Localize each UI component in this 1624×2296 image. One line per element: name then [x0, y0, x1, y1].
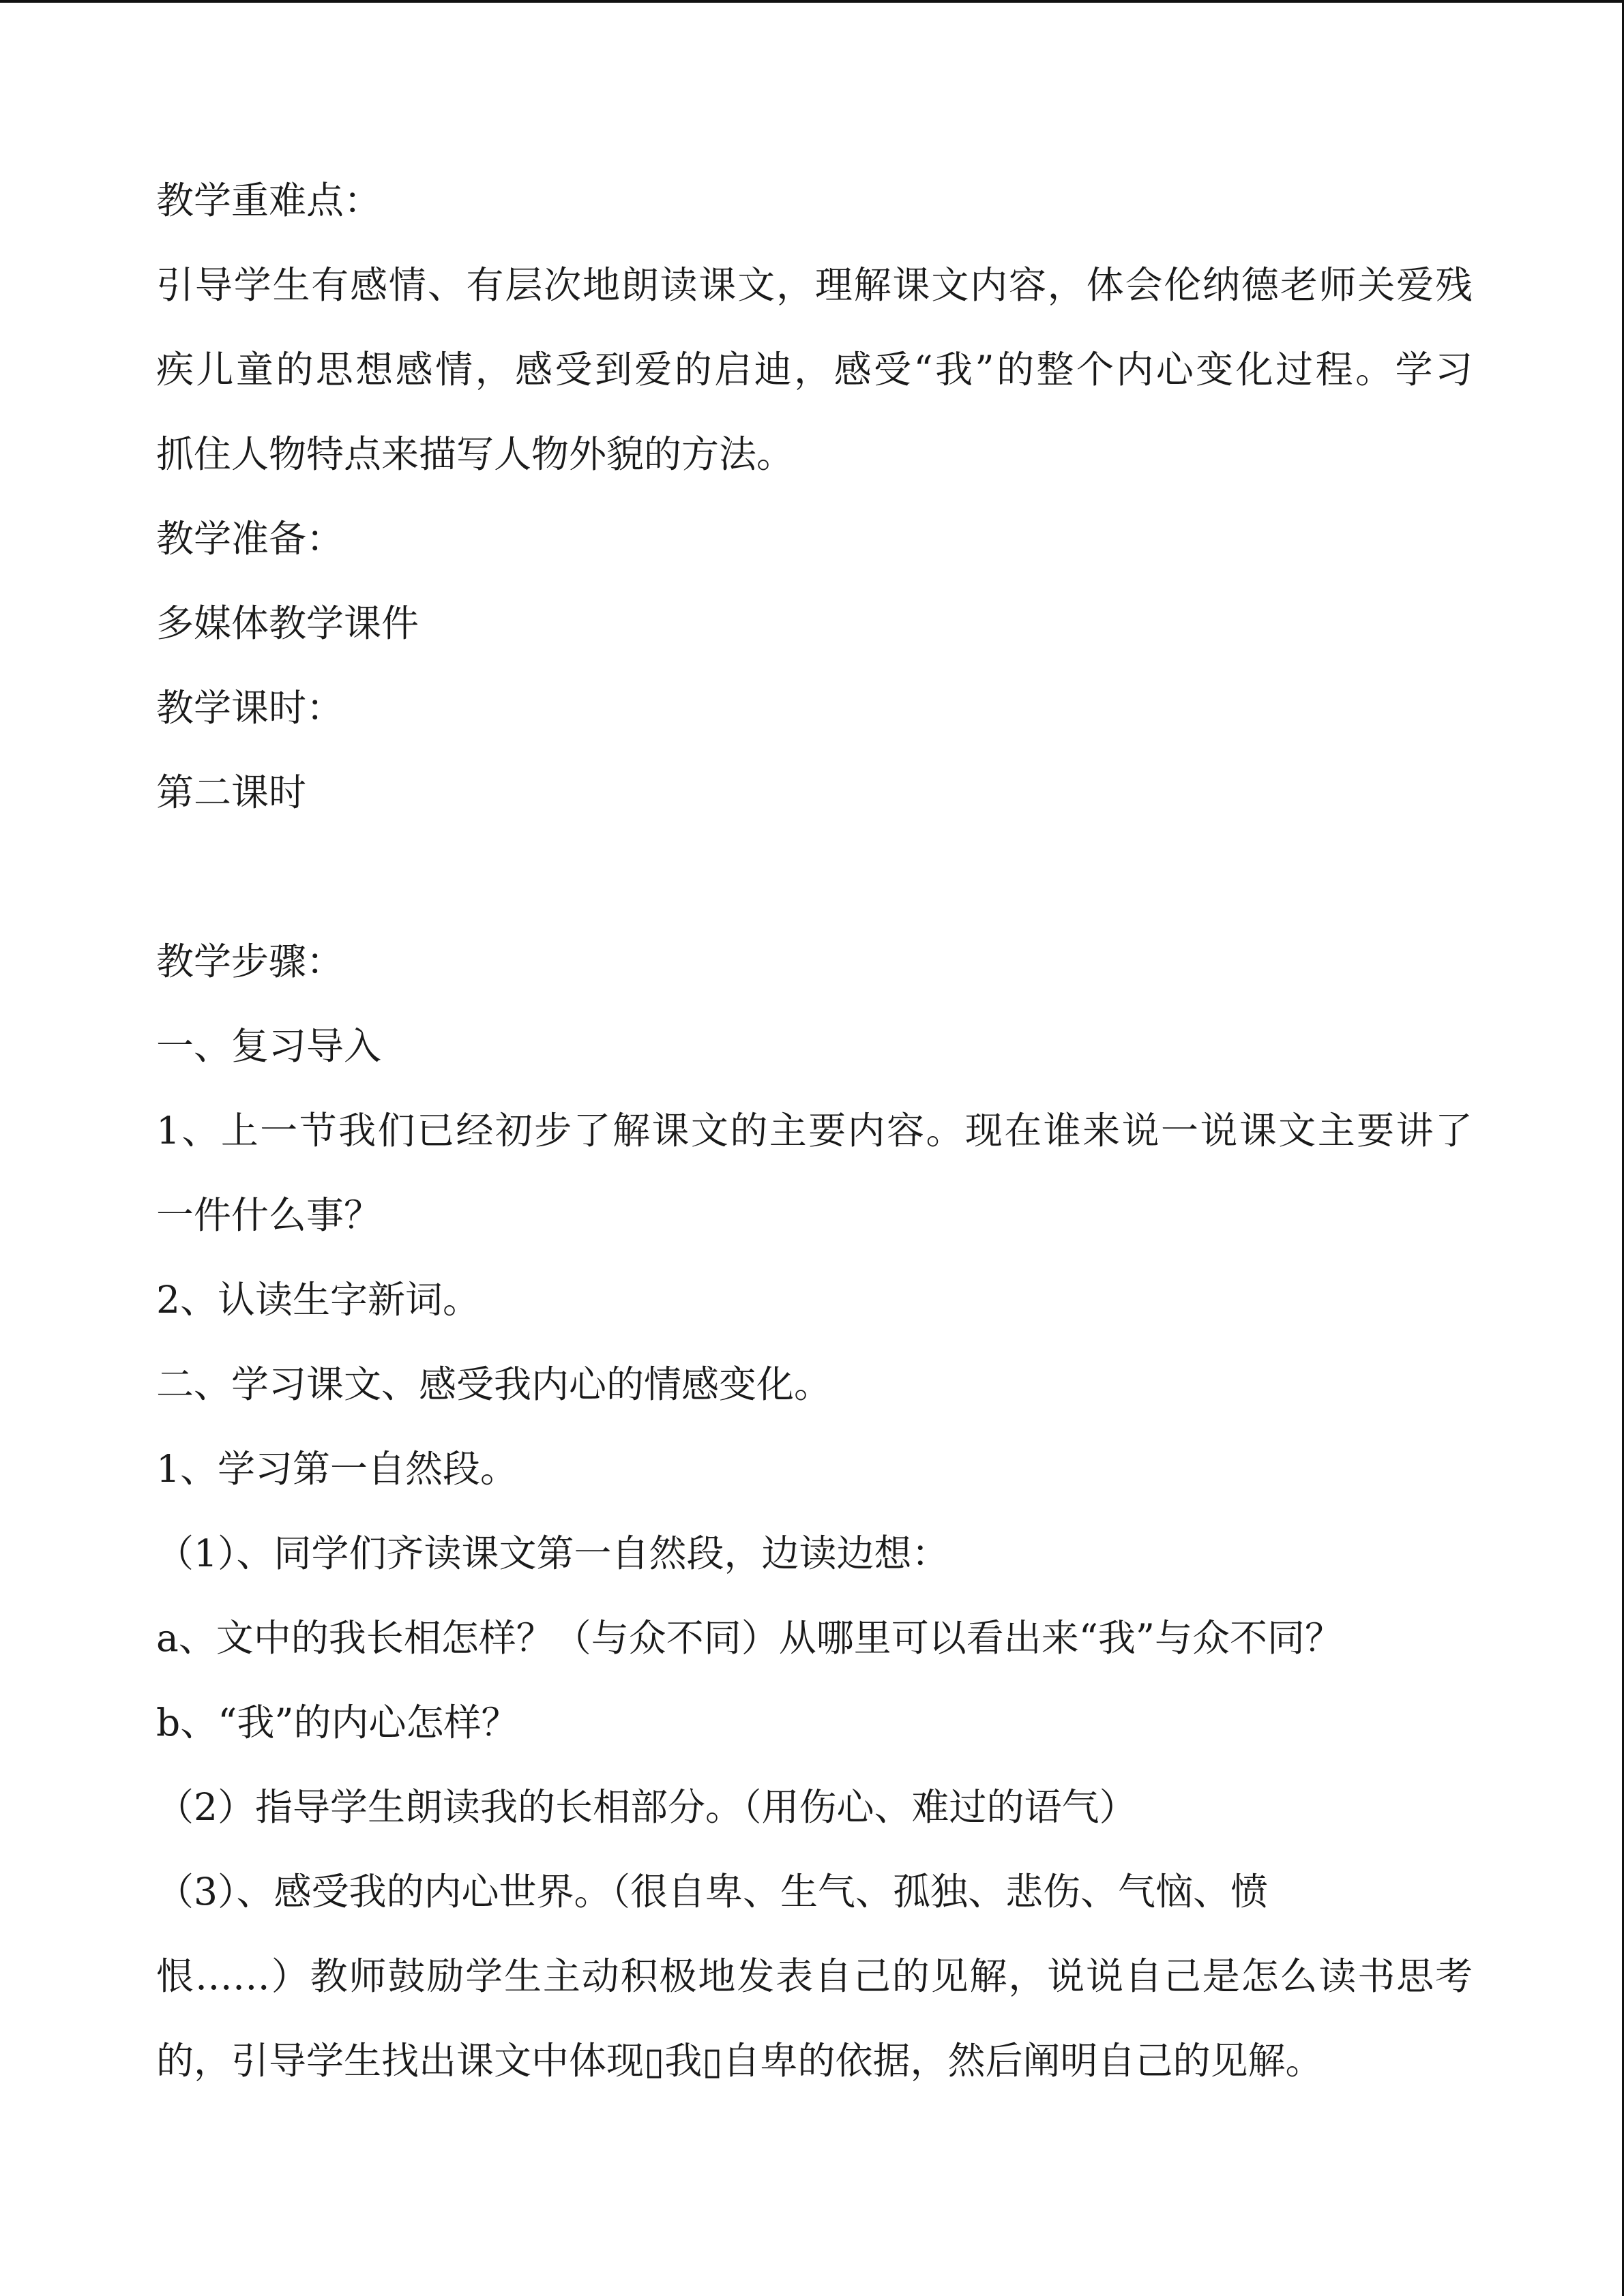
blank-line: [156, 835, 1473, 919]
section-heading: 二、学习课文、感受我内心的情感变化。: [156, 1362, 832, 1406]
section-heading: 一、复习导入: [156, 1024, 382, 1068]
document-body: [156, 158, 1473, 2103]
paragraph-line: b、“我”的内心怎样？: [156, 1701, 519, 1744]
heading-key-difficulties: 教学重难点：: [156, 179, 382, 222]
paragraph-line: 疾儿童的思想感情，感受到爱的启迪，感受“我”的整个内心变化过程。学习: [156, 348, 1473, 391]
paragraph-line: 一件什么事？: [156, 1193, 382, 1237]
paragraph-line: 抓住人物特点来描写人物外貌的方法。: [156, 432, 795, 476]
paragraph-line: 第二课时: [156, 771, 307, 814]
paragraph-line: 2、认读生字新词。: [156, 1278, 480, 1322]
paragraph-line: 恨……）教师鼓励学生主动积极地发表自己的见解，说说自己是怎么读书思考: [156, 1954, 1473, 1998]
paragraph-line: 引导学生有感情、有层次地朗读课文，理解课文内容，体会伦纳德老师关爱残: [156, 263, 1473, 307]
heading-teaching-steps: 教学步骤：: [156, 940, 344, 983]
paragraph-line: 1、学习第一自然段。: [156, 1447, 518, 1491]
paragraph-line: （3）、感受我的内心世界。（很自卑、生气、孤独、悲伤、气恼、愤: [156, 1870, 1268, 1913]
paragraph-line: 多媒体教学课件: [156, 601, 419, 645]
paragraph-line: （2）指导学生朗读我的长相部分。（用伤心、难过的语气）: [156, 1785, 1137, 1829]
paragraph-line: 的，引导学生找出课文中体现▯我▯自卑的依据，然后阐明自己的见解。: [156, 2039, 1323, 2083]
heading-preparation: 教学准备：: [156, 517, 344, 561]
paragraph-line: （1）、同学们齐读课文第一自然段，边读边想：: [156, 1532, 949, 1575]
heading-class-hours: 教学课时：: [156, 686, 344, 730]
paragraph-line: 1、上一节我们已经初步了解课文的主要内容。现在谁来说一说课文主要讲了: [156, 1109, 1473, 1152]
paragraph-line: a、文中的我长相怎样？（与众不同）从哪里可以看出来“我”与众不同？: [156, 1616, 1343, 1660]
